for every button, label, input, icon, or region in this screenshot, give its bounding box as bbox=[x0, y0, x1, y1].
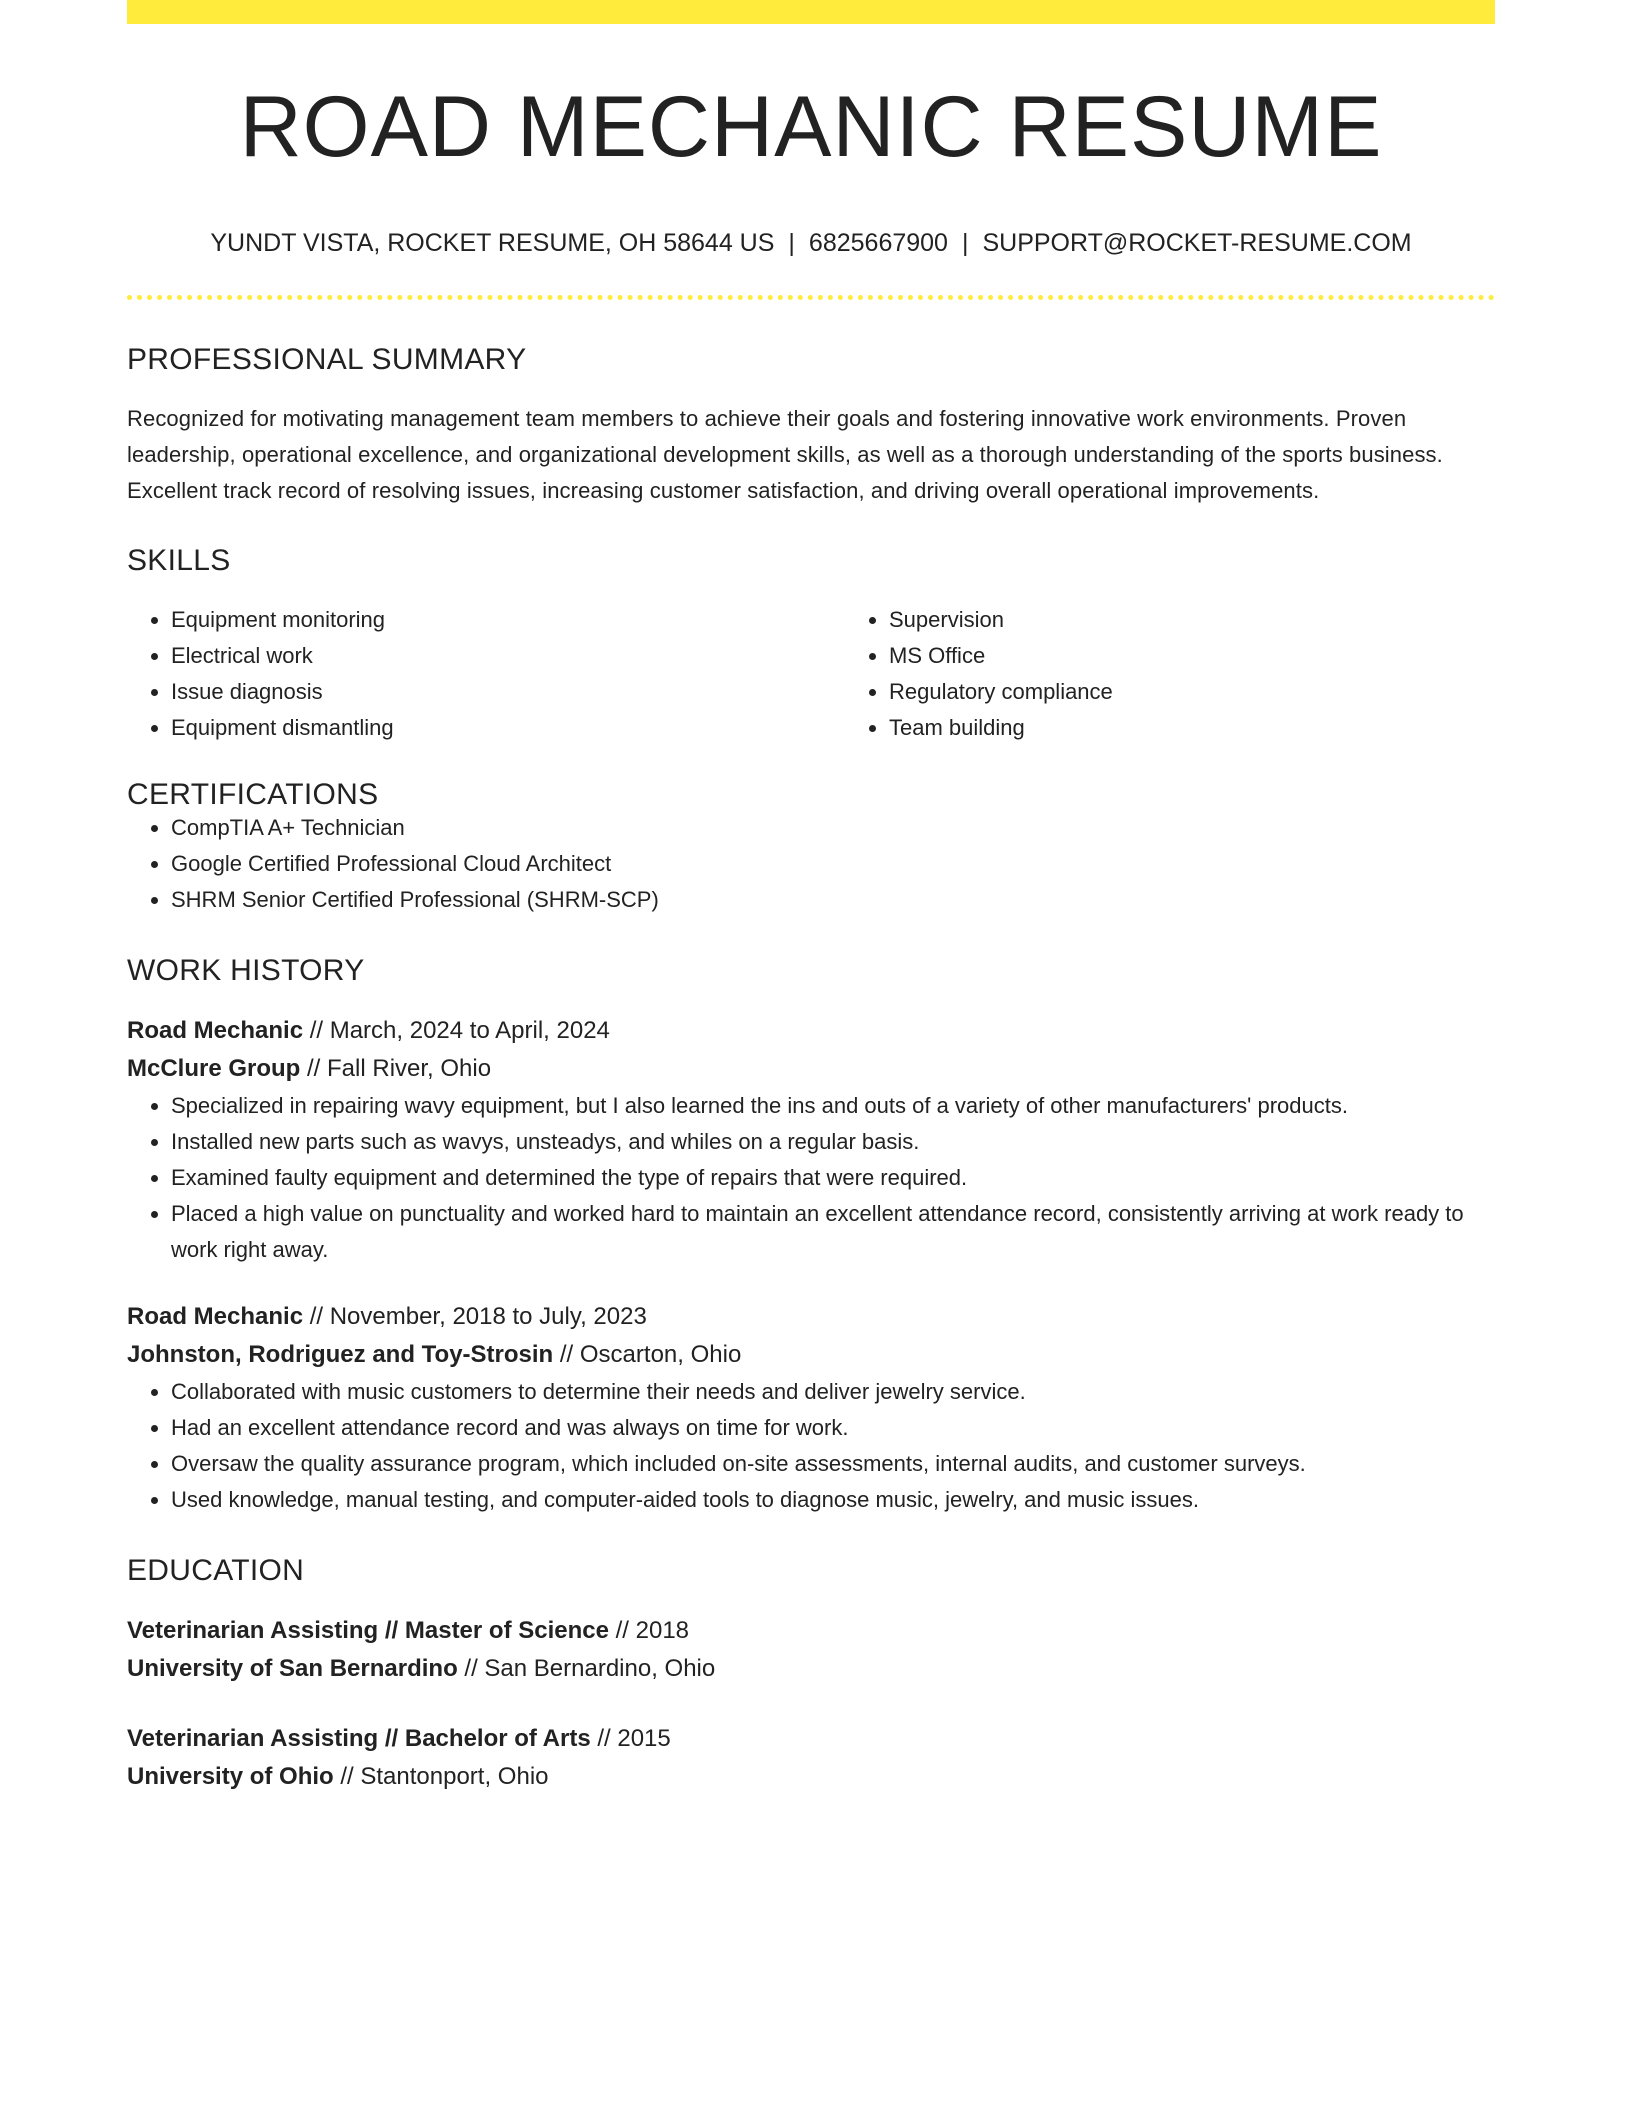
education-location: // Stantonport, Ohio bbox=[333, 1763, 549, 1790]
section-title-certifications: CERTIFICATIONS bbox=[127, 778, 379, 811]
education-item bbox=[127, 1720, 1495, 1796]
job-role: Road Mechanic bbox=[127, 1017, 304, 1044]
job-bullet: • Oversaw the quality assurance program, which included on-site assessments, internal audits, and customer surveys. bbox=[171, 1446, 1495, 1482]
summary-text: Recognized for motivating management team members to achieve their goals and fostering innovative work environments. Proven leadership, operational excellence, and organizational development skills, as well as a thorough understanding of the sports business. Excellent track record of resolving issues, increasing customer satisfaction, and driving overall operational improvements. bbox=[127, 406, 1443, 503]
education-location: // San Bernardino, Ohio bbox=[457, 1655, 716, 1682]
job-location: // Oscarton, Ohio bbox=[553, 1341, 742, 1368]
job-bullet: • Collaborated with music customers to determine their needs and deliver jewelry service. bbox=[171, 1374, 1495, 1410]
contact-separator: | bbox=[961, 229, 969, 257]
job-bullet: • Used knowledge, manual testing, and computer-aided tools to diagnose music, jewelry, and music issues. bbox=[171, 1482, 1495, 1518]
section-title-work-history: WORK HISTORY bbox=[127, 954, 365, 987]
skill-item: • Supervision bbox=[889, 602, 1563, 638]
skill-item: • Team building bbox=[889, 710, 1563, 746]
section-title-skills: SKILLS bbox=[127, 544, 231, 577]
education-year: // 2015 bbox=[590, 1725, 671, 1752]
skill-item: • Issue diagnosis bbox=[171, 674, 845, 710]
resume-page bbox=[127, 0, 1495, 1796]
job-header bbox=[127, 1298, 1495, 1374]
skills-grid bbox=[127, 602, 1495, 746]
job-company: McClure Group bbox=[127, 1055, 301, 1082]
skill-item: • MS Office bbox=[889, 638, 1563, 674]
skill-item: • Electrical work bbox=[171, 638, 845, 674]
job-bullet: • Placed a high value on punctuality and worked hard to maintain an excellent attendance record, consistently arriving at work ready to work right away. bbox=[171, 1196, 1495, 1268]
job-role: Road Mechanic bbox=[127, 1303, 304, 1330]
job-company: Johnston, Rodriguez and Toy-Strosin bbox=[127, 1341, 554, 1368]
certification-item: • Google Certified Professional Cloud Architect bbox=[171, 846, 1495, 882]
job-bullet: • Installed new parts such as wavys, unsteadys, and whiles on a regular basis. bbox=[171, 1124, 1495, 1160]
contact-separator: | bbox=[788, 229, 795, 257]
skill-item: • Equipment monitoring bbox=[171, 602, 845, 638]
education-degree: Veterinarian Assisting // Master of Science bbox=[127, 1617, 609, 1644]
education-year: // 2018 bbox=[608, 1617, 690, 1644]
job-dates: // November, 2018 to July, 2023 bbox=[303, 1303, 647, 1330]
job-location: // Fall River, Ohio bbox=[300, 1055, 492, 1082]
certifications-list bbox=[127, 810, 1495, 918]
certification-item: • CompTIA A+ Technician bbox=[171, 810, 1495, 846]
job-bullet: • Examined faulty equipment and determined the type of repairs that were required. bbox=[171, 1160, 1495, 1196]
education-item bbox=[127, 1612, 1495, 1688]
address: YUNDT VISTA, ROCKET RESUME, OH 58644 US bbox=[210, 229, 775, 257]
dotted-divider bbox=[127, 295, 1495, 300]
skill-item: • Equipment dismantling bbox=[171, 710, 845, 746]
phone: 6825667900 bbox=[808, 229, 948, 257]
job-bullet: • Specialized in repairing wavy equipment, but I also learned the ins and outs of a variety of other manufacturers' products. bbox=[171, 1088, 1495, 1124]
job-header bbox=[127, 1012, 1495, 1088]
section-title-summary: PROFESSIONAL SUMMARY bbox=[127, 343, 527, 376]
education-school: University of Ohio bbox=[127, 1763, 334, 1790]
job-dates: // March, 2024 to April, 2024 bbox=[303, 1017, 610, 1044]
email: SUPPORT@ROCKET-RESUME.COM bbox=[982, 229, 1412, 257]
skills-list-right bbox=[845, 602, 1563, 746]
section-title-education: EDUCATION bbox=[127, 1554, 305, 1587]
skills-list-left bbox=[127, 602, 845, 746]
education-school: University of San Bernardino bbox=[127, 1655, 458, 1682]
resume-title: ROAD MECHANIC RESUME bbox=[239, 79, 1383, 175]
job-bullet: • Had an excellent attendance record and was always on time for work. bbox=[171, 1410, 1495, 1446]
job-bullets bbox=[127, 1088, 1495, 1268]
skill-item: • Regulatory compliance bbox=[889, 674, 1563, 710]
education-degree: Veterinarian Assisting // Bachelor of Arts bbox=[127, 1725, 591, 1752]
job-bullets bbox=[127, 1374, 1495, 1518]
accent-bar bbox=[127, 0, 1495, 24]
contact-line bbox=[127, 231, 1495, 256]
certification-item: • SHRM Senior Certified Professional (SHRM-SCP) bbox=[171, 882, 1495, 918]
